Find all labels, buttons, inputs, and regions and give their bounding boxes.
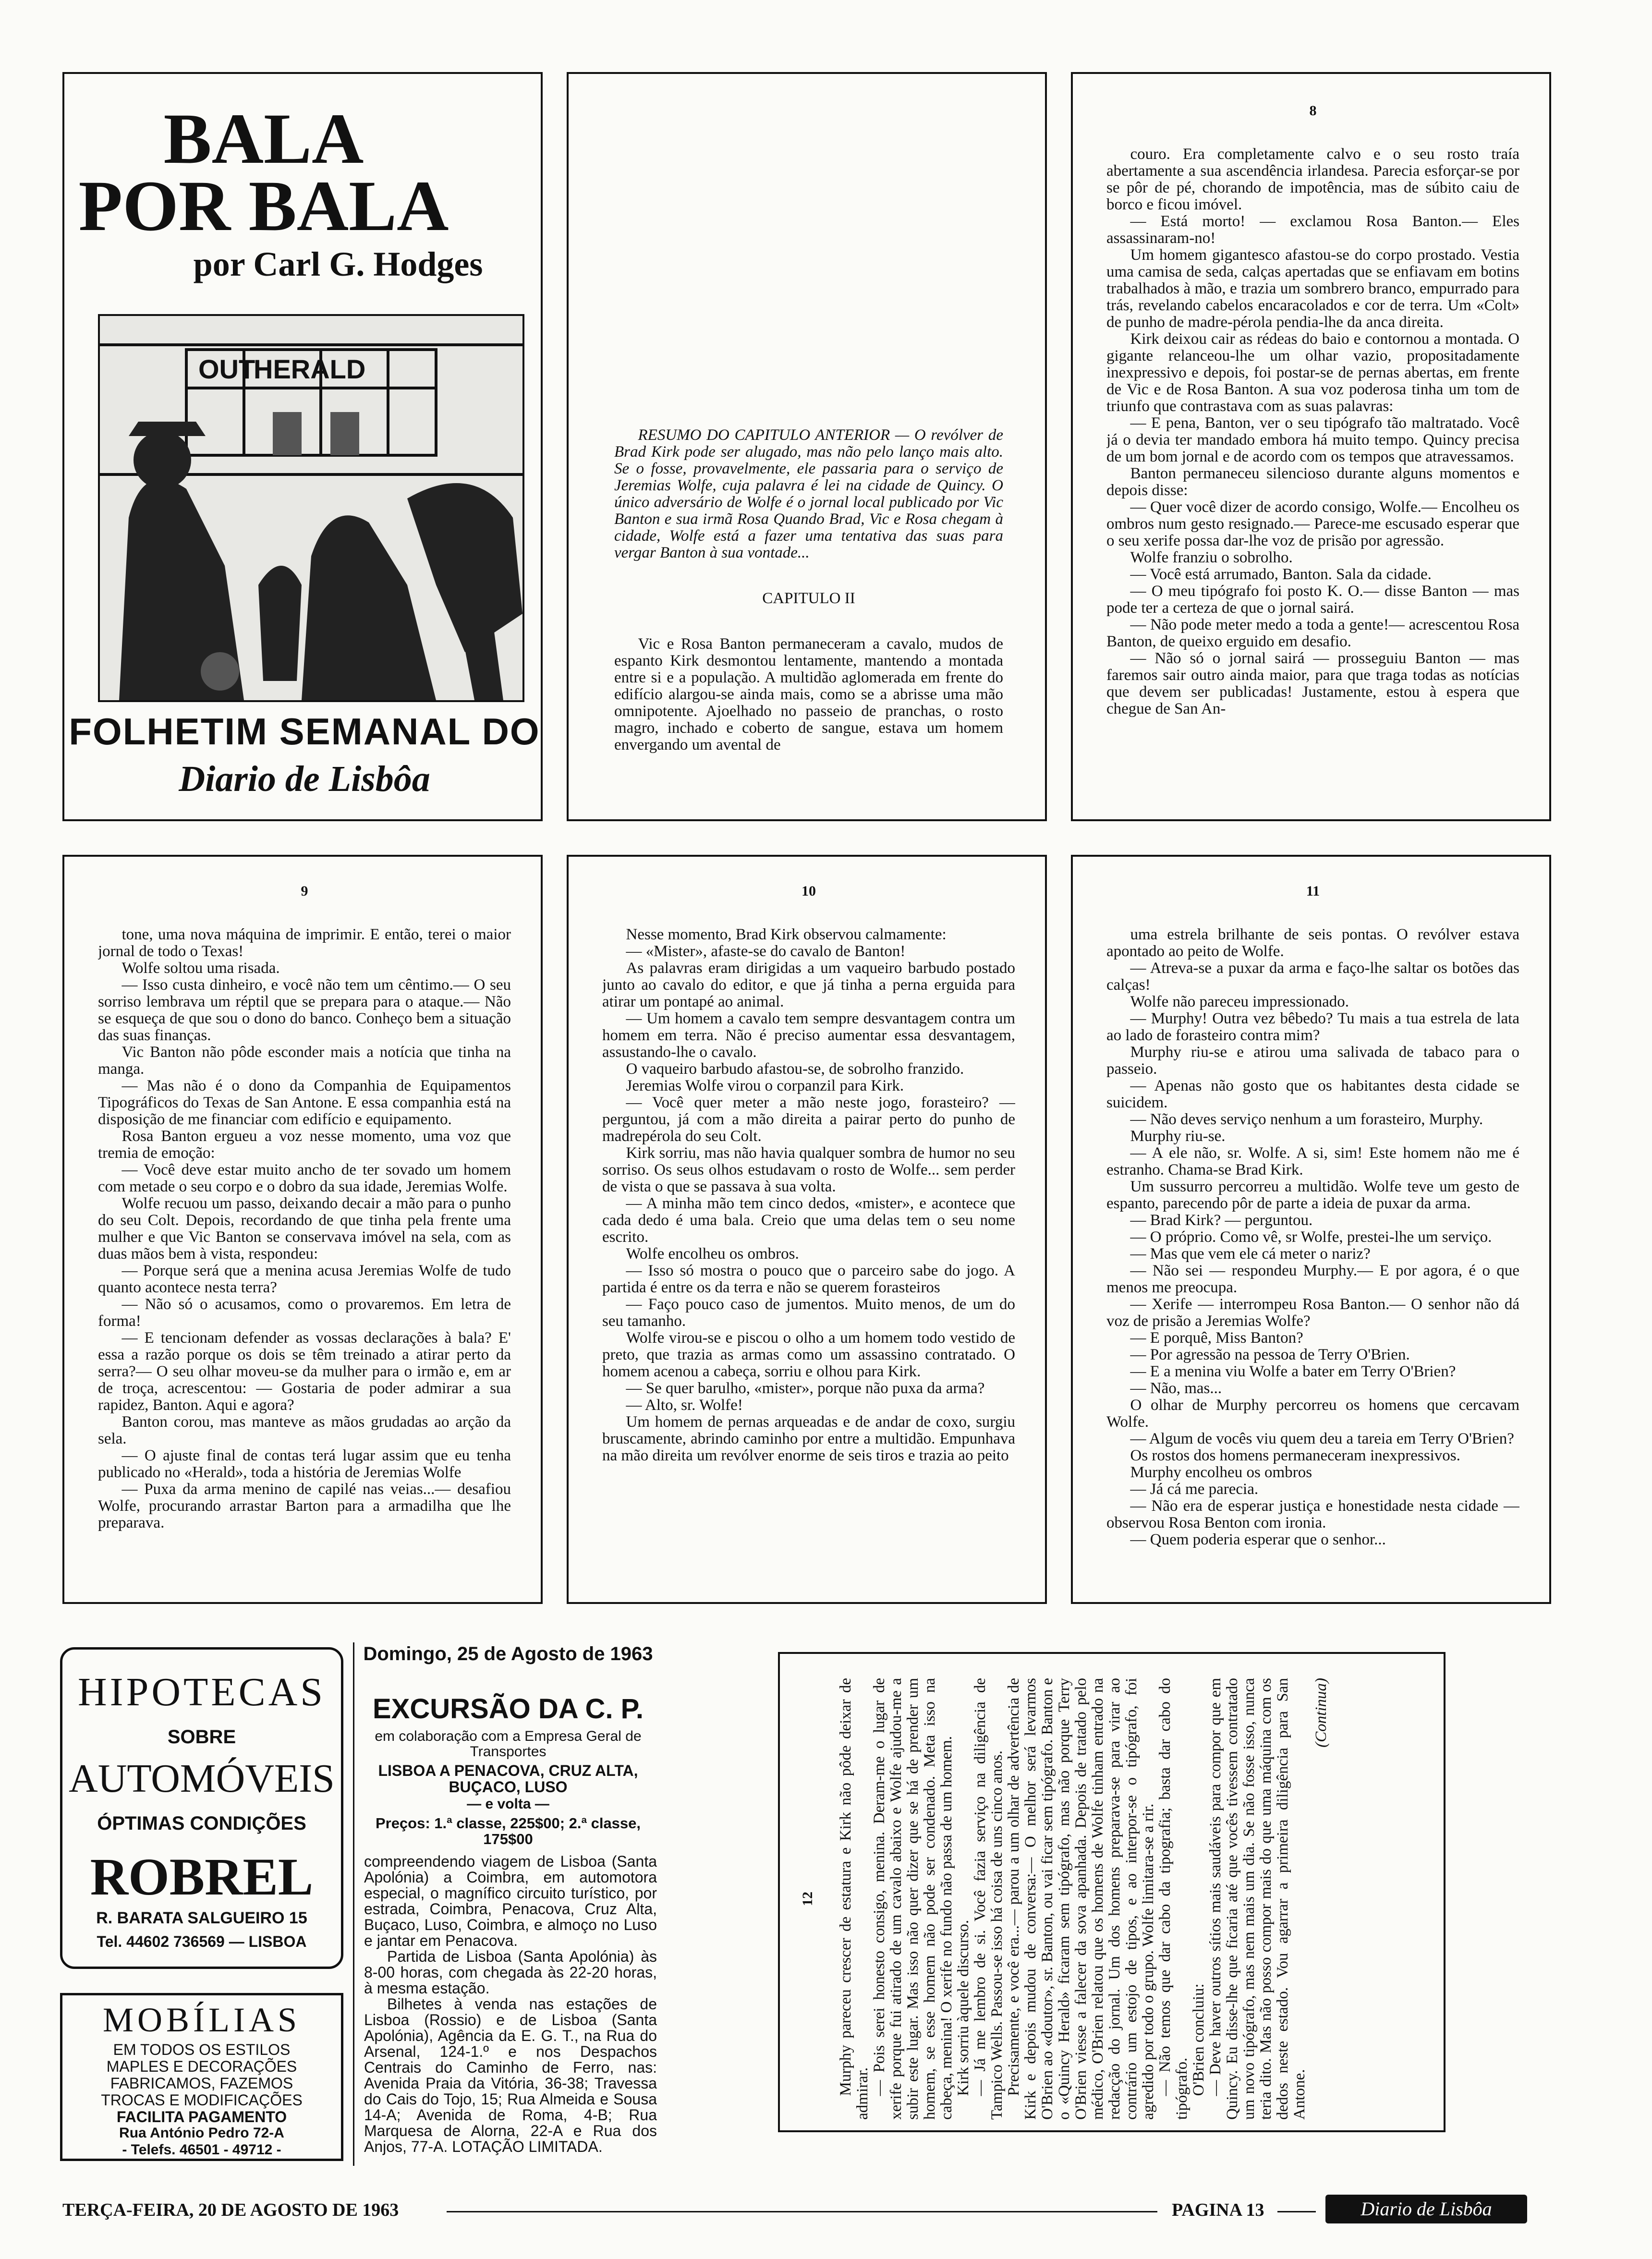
western-scene-illustration xyxy=(100,316,522,700)
p9-para: — Não só o acusamos, como o provaremos. Em letra de forma! xyxy=(98,1296,511,1330)
p12-para: Murphy pareceu crescer de estatura e Kirk não pôde deixar de admirar. xyxy=(837,1678,871,2120)
p11-para: — Murphy! Outra vez bêbedo? Tu mais a tua estrela de lata ao lado de forasteiro contra mim? xyxy=(1106,1010,1519,1044)
excursao-headline: EXCURSÃO DA C. P. xyxy=(373,1693,644,1725)
ad-mobilias-line8: - Telefs. 46501 - 49712 - xyxy=(122,2142,281,2158)
panel-12-number: 12 xyxy=(800,1892,815,1906)
p11-para: — Quem poderia esperar que o senhor... xyxy=(1130,1531,1386,1548)
p9-para: — Você deve estar muito ancho de ter sovado um homem com metade o seu corpo e o dobro da sua idade, Jeremias Wolfe. xyxy=(98,1161,511,1195)
panel-11-text xyxy=(1106,926,1519,1594)
panel-12-rotated xyxy=(799,1678,1423,2120)
p11-para: — Algum de vocês viu quem deu a tareia em Terry O'Brien? xyxy=(1130,1430,1514,1447)
panel-8-mark: 8 xyxy=(1309,103,1317,119)
sign-out: OUT xyxy=(198,354,255,384)
p10-para: Wolfe virou-se e piscou o olho a um homem todo vestido de preto, que trazia as armas como um assassino contratado. O homem acenou a cabeça, sorriu e olhou para Kirk. xyxy=(602,1329,1015,1380)
ad-mobilias-line6: FACILITA PAGAMENTO xyxy=(116,2108,287,2125)
p9-para: Vic Banton não pôde esconder mais a notícia que tinha na manga. xyxy=(98,1044,511,1078)
panel-8-text xyxy=(1106,146,1519,814)
p12-para: Precisamente, e você era...— parou a um olhar de advertência de Kirk e depois mudou de conversa:— O melhor será levarmos O'Brien ao «doutor», sr. Banton, ou vai ficar sem tipógrafo. Banton e o «Quincy Herald» ficaram sem tipógrafo, mas não porque Terry O'Brien viesse a falecer da sova apanhada. Depois de tratado pelo médico, O'Brien relatou que os homens de Wolfe tinham entrado na redacção do jornal. Um dos homens preparava-se para virar ao contrário um estojo de tipos, e ao interpor-se o tipógrafo, foi agredido por todo o grupo. Wolfe limitara-se a rir. xyxy=(1005,1678,1157,2120)
ad-hipotecas-line4: ÓPTIMAS CONDIÇÕES xyxy=(97,1813,306,1834)
panel-title xyxy=(62,72,543,821)
p10-para: O vaqueiro barbudo afastou-se, de sobrolho franzido. xyxy=(626,1060,964,1078)
p11-para: — Já cá me parecia. xyxy=(1130,1481,1259,1498)
p9-para: Wolfe recuou um passo, deixando decair a mão para o punho do seu Colt. Depois, recordando de que tinha pela frente uma mulher e que Vic Banton se conservava imóvel na sela, com as duas mãos bem à vista, respondeu: xyxy=(98,1195,511,1263)
p11-para: — Não sei — respondeu Murphy.— E por agora, é o que menos me preocupa. xyxy=(1106,1262,1519,1296)
ad-mobilias-line7: Rua António Pedro 72-A xyxy=(119,2125,284,2141)
chapter-summary: RESUMO DO CAPITULO ANTERIOR — O revólver de Brad Kirk pode ser alugado, mas não pelo lanço mais alto. Se o fosse, provavelmente, ele passaria para o serviço de Jeremias Wolfe, cuja palavra é lei na cidade de Quincy. O único adversário de Wolfe é o jornal local publicado por Vic Banton e sua irmã Rosa Quando Brad, Vic e Rosa chegam à cidade, Wolfe está a fazer uma tentativa das suas para vergar Banton à sua vontade... xyxy=(614,427,1003,561)
ad-hipotecas-line5: ROBREL xyxy=(90,1847,314,1906)
p8-para: Um homem gigantesco afastou-se do corpo prostado. Vestia uma camisa de seda, calças apertadas que se enfiavam em botins trabalhados à mão, e trazia um sombrero branco, empurrado para trás, revelando cabelos encaracolados e cor de terra. Um «Colt» de punho de madre-pérola pendia-lhe da anca direita. xyxy=(1106,246,1519,331)
p11-para: — Mas que vem ele cá meter o nariz? xyxy=(1130,1245,1371,1263)
footer-masthead: Diario de Lisbôa xyxy=(1325,2195,1527,2223)
p11-para: — A ele não, sr. Wolfe. A si, sim! Este homem não me é estranho. Chama-se Brad Kirk. xyxy=(1106,1144,1519,1178)
p11-para: — O próprio. Como vê, sr Wolfe, prestei-lhe um serviço. xyxy=(1130,1228,1492,1246)
ad-hipotecas-line6: R. BARATA SALGUEIRO 15 xyxy=(96,1909,307,1927)
p8-para: — Não pode meter medo a toda a gente!— acrescentou Rosa Banton, de queixo erguido em desafio. xyxy=(1106,616,1519,650)
p8-para: — E pena, Banton, ver o seu tipógrafo tão maltratado. Você já o devia ter mandado embora há muito tempo. Quincy precisa de um bom jornal e de acordo com os tempos que atravessamos. xyxy=(1106,414,1519,465)
panel-11 xyxy=(1071,855,1551,1604)
p8-para: Banton permaneceu silencioso durante alguns momentos e depois disse: xyxy=(1106,465,1519,499)
p11-para: — Não deves serviço nenhum a um forasteiro, Murphy. xyxy=(1130,1111,1483,1128)
paper-name: Diario de Lisbôa xyxy=(179,759,430,799)
panel-10 xyxy=(567,855,1047,1604)
ad-hipotecas xyxy=(60,1647,343,1969)
p11-para: Os rostos dos homens permaneceram inexpressivos. xyxy=(1130,1447,1460,1464)
p10-para: — Um homem a cavalo tem sempre desvantagem contra um homem em terra. Não é preciso aumentar essa desvantagem, assustando-lhe o cavalo. xyxy=(602,1010,1015,1061)
footer-page: PAGINA 13 xyxy=(1172,2200,1264,2220)
p9-para: — Porque será que a menina acusa Jeremias Wolfe de tudo quanto acontece nesta terra? xyxy=(98,1262,511,1296)
ad-mobilias xyxy=(60,1993,343,2161)
footer-rule-left xyxy=(447,2211,1157,2212)
p9-para: tone, uma nova máquina de imprimir. E então, terei o maior jornal de todo o Texas! xyxy=(98,926,511,960)
p11-para: — Não era de esperar justiça e honestidade nesta cidade — observou Rosa Benton com ironia. xyxy=(1106,1497,1519,1531)
p11-para: Murphy riu-se. xyxy=(1130,1128,1226,1145)
p11-para: — Apenas não gosto que os habitantes desta cidade se suicidem. xyxy=(1106,1077,1519,1111)
p9-para: — O ajuste final de contas terá lugar assim que eu tenha publicado no «Herald», toda a história de Jeremias Wolfe xyxy=(98,1447,511,1481)
p9-para: — Mas não é o dono da Companhia de Equipamentos Tipográficos do Texas de San Antone. E essa companhia está na disposição de me financiar com edifício e equipamento. xyxy=(98,1077,511,1128)
p9-para: Rosa Banton ergueu a voz nesse momento, uma voz que tremia de emoção: xyxy=(98,1128,511,1162)
excursao-route: LISBOA A PENACOVA, CRUZ ALTA, BUÇACO, LUSO xyxy=(378,1762,638,1796)
p10-para: — Alto, sr. Wolfe! xyxy=(626,1397,743,1414)
p10-para: Um homem de pernas arqueadas e de andar de coxo, surgiu bruscamente, abrindo caminho por entre a multidão. Empunhava na mão direita um revólver enorme de seis tiros e trazia ao peito xyxy=(602,1413,1015,1464)
panel-11-number: 11 xyxy=(1306,883,1320,899)
p8-para: — Está morto! — exclamou Rosa Banton.— Eles assassinaram-no! xyxy=(1106,213,1519,247)
p9-para: Wolfe soltou uma risada. xyxy=(121,959,280,977)
excursao-body-2: Partida de Lisboa (Santa Apolónia) às 8-00 horas, com chegada às 22-20 horas, à mesma estação. xyxy=(364,1948,657,1997)
title-line1: BALA xyxy=(163,99,364,179)
p11-para: Murphy riu-se e atirou uma salivada de tabaco para o passeio. xyxy=(1106,1044,1519,1078)
p9-para: Banton corou, mas manteve as mãos grudadas ao arção da sela. xyxy=(98,1413,511,1447)
p11-para: O olhar de Murphy percorreu os homens que cercavam Wolfe. xyxy=(1106,1397,1519,1431)
ad-hipotecas-line1: HIPOTECAS xyxy=(77,1670,326,1714)
title-line2: POR BALA xyxy=(78,166,449,246)
chapter-text: Vic e Rosa Banton permaneceram a cavalo, mudos de espanto Kirk desmontou lentamente, mantendo a montada entre si e a população. A multidão aglomerada em frente do edifício alargou-se ainda mais, como se a abrisse uma mão omnipotente. Ajoelhado no passeio de pranchas, o rosto magro, inchado e coberto de sangue, estava um homem envergando um avental de xyxy=(614,635,1003,753)
p8-para: — Quer você dizer de acordo consigo, Wolfe.— Encolheu os ombros num gesto resignado.— Parece-me escusado esperar que o seu xerife possa dar-lhe voz de prisão por agressão. xyxy=(1106,498,1519,549)
p10-para: — Faço pouco caso de jumentos. Muito menos, de um do seu tamanho. xyxy=(602,1296,1015,1330)
author: por Carl G. Hodges xyxy=(193,245,483,283)
continua-label: (Continua) xyxy=(1312,1678,1330,1748)
chapter-heading: CAPITULO II xyxy=(762,590,855,607)
ad-hipotecas-line2: SOBRE xyxy=(167,1726,236,1748)
p10-para: Nesse momento, Brad Kirk observou calmamente: xyxy=(626,926,947,943)
p11-para: — E a menina viu Wolfe a bater em Terry O'Brien? xyxy=(1130,1363,1456,1380)
p8-para: Wolfe franziu o sobrolho. xyxy=(1130,549,1293,566)
footer-date: TERÇA-FEIRA, 20 DE AGOSTO DE 1963 xyxy=(62,2200,399,2220)
ad-excursao xyxy=(353,1642,660,2166)
excursao-body-3: Bilhetes à venda nas estações de Lisboa (Rossio) e de Lisboa (Santa Apolónia), Agência da E. G. T., na Rua do Arsenal, 124-1.º e nos Despachos Centrais do Caminho de Ferro, nas: Avenida Praia da Vitória, 36-38; Travessa do Cais do Tojo, 15; Rua Almeida e Sousa 14-A; Avenida de Roma, 4-B; Rua Marquesa de Alorna, 22-A e Rua dos Anjos, 77-A. LOTAÇÃO LIMITADA. xyxy=(364,1995,657,2155)
sign-herald: HERALD xyxy=(254,354,366,384)
p11-para: — Atreva-se a puxar da arma e faço-lhe saltar os botões das calças! xyxy=(1106,959,1519,994)
excursao-prices: Preços: 1.ª classe, 225$00; 2.ª classe, 175$00 xyxy=(375,1815,641,1847)
excursao-body xyxy=(364,1854,657,2161)
ad-mobilias-line2: EM TODOS OS ESTILOS xyxy=(113,2041,291,2058)
ad-mobilias-line4: FABRICAMOS, FAZEMOS xyxy=(110,2075,293,2092)
panel-summary-text xyxy=(614,427,1003,811)
panel-8 xyxy=(1071,72,1551,821)
p11-para: Um sussurro percorreu a multidão. Wolfe teve um gesto de espanto, parecendo pôr de parte a ideia de puxar da arma. xyxy=(1106,1178,1519,1212)
p12-para: O'Brien concluiu: xyxy=(1190,1983,1207,2096)
ad-mobilias-line3: MAPLES E DECORAÇÕES xyxy=(106,2058,297,2075)
ad-mobilias-line1: MOBÍLIAS xyxy=(102,2001,301,2039)
p8-para: — O meu tipógrafo foi posto K. O.— disse Banton — mas pode ter a certeza de que o jornal sairá. xyxy=(1106,583,1519,617)
series-label: FOLHETIM SEMANAL DO xyxy=(69,710,540,753)
ad-hipotecas-line3: AUTOMÓVEIS xyxy=(69,1756,335,1801)
panel-summary xyxy=(567,72,1047,821)
footer-rule-right xyxy=(1277,2211,1316,2212)
p11-para: — E porquê, Miss Banton? xyxy=(1130,1329,1303,1347)
ad-hipotecas-line7: Tel. 44602 736569 — LISBOA xyxy=(97,1933,307,1950)
illustration xyxy=(98,314,524,702)
p11-para: — Brad Kirk? — perguntou. xyxy=(1130,1212,1313,1229)
p10-para: — A minha mão tem cinco dedos, «mister», e acontece que cada dedo é uma bala. Creio que uma delas tem o seu nome escrito. xyxy=(602,1195,1015,1246)
excursao-date: Domingo, 25 de Agosto de 1963 xyxy=(363,1643,653,1664)
p8-para: couro. Era completamente calvo e o seu rosto traía abertamente a sua ascendência irlandesa. Parecia esforçar-se por se pôr de pé, chorando de impotência, mas de súbito caiu de borco e ficou imóvel. xyxy=(1106,146,1519,213)
p11-para: — Não, mas... xyxy=(1130,1380,1222,1397)
p11-para: Wolfe não pareceu impressionado. xyxy=(1130,993,1349,1010)
panel-10-text xyxy=(602,926,1015,1594)
p10-para: — Isso só mostra o pouco que o parceiro sabe do jogo. A partida é entre os da terra e não se querem forasteiros xyxy=(602,1262,1015,1296)
panel-12 xyxy=(778,1652,1446,2132)
p10-para: — Você quer meter a mão neste jogo, forasteiro? — perguntou, já com a mão direita a pairar perto do punho de madrepérola do seu Colt. xyxy=(602,1094,1015,1145)
p8-para: Kirk deixou cair as rédeas do baio e contornou a montada. O gigante relanceou-lhe um olhar vazio, propositadamente inexpressivo e depois, foi postar-se de pernas abertas, em frente de Vic e de Rosa Banton. A sua voz poderosa tinha um tom de triunfo que contrastava com as suas palavras: xyxy=(1106,330,1519,415)
p12-para: — Deve haver outros sítios mais saudáveis para compor que em Quincy. Eu disse-lhe que ficaria até que vocês tivessem contratado um novo tipógrafo, mas nem mais um dia. Se não fosse isso, nunca teria dito. Mas não posso compor mais do que uma máquina com os dedos neste estado. Vou agarrar a primeira diligência para San Antone. xyxy=(1207,1678,1308,2120)
excursao-sub: em colaboração com a Empresa Geral de Transportes xyxy=(375,1728,642,1760)
p10-para: Jeremias Wolfe virou o corpanzil para Kirk. xyxy=(626,1077,904,1094)
p11-para: — Xerife — interrompeu Rosa Banton.— O senhor não dá voz de prisão a Jeremias Wolfe? xyxy=(1106,1296,1519,1330)
p9-para: — Puxa da arma menino de capilé nas veias...— desafiou Wolfe, procurando arrastar Barton para a armadilha que lhe preparava. xyxy=(98,1481,511,1531)
p10-para: Wolfe encolheu os ombros. xyxy=(626,1245,799,1263)
p10-para: — «Mister», afaste-se do cavalo de Banton! xyxy=(626,943,906,960)
p11-para: — Por agressão na pessoa de Terry O'Brien. xyxy=(1130,1346,1410,1363)
p12-para: — Não temos que dar cabo da tipografia; basta dar cabo do tipógrafo. xyxy=(1156,1678,1190,2120)
p11-para: Murphy encolheu os ombros xyxy=(1130,1464,1312,1481)
excursao-volta: — e volta — xyxy=(467,1796,549,1812)
panel-9 xyxy=(62,855,543,1604)
panel-10-number: 10 xyxy=(802,883,816,899)
panel-9-text xyxy=(98,926,511,1594)
p10-para: Kirk sorriu, mas não havia qualquer sombra de humor no seu sorriso. Os seus olhos estudavam o rosto de Wolfe... sem perder de vista o que se passava à sua volta. xyxy=(602,1144,1015,1195)
p10-para: As palavras eram dirigidas a um vaqueiro barbudo postado junto ao cavalo do editor, e que já tinha a perna erguida para atirar um pontapé ao animal. xyxy=(602,959,1015,1010)
panel-9-number: 9 xyxy=(301,883,308,899)
p12-para: Kirk sorriu àquele discurso. xyxy=(955,1919,972,2096)
ad-mobilias-line5: TROCAS E MODIFICAÇÕES xyxy=(101,2091,303,2109)
p12-para: — Pois serei honesto consigo, menina. Deram-me o lugar de xerife porque fui atirado de um cavalo abaixo e Wolfe ajudou-me a subir este lugar. Mas isso não quer dizer que se há de prender um homem, se esse homem não pode ser condenado. Meta isso na cabeça, menina! O xerife no fundo não passa de um homem. xyxy=(871,1678,955,2120)
p11-para: uma estrela brilhante de seis pontas. O revólver estava apontado ao peito de Wolfe. xyxy=(1106,926,1519,960)
p9-para: — Isso custa dinheiro, e você não tem um cêntimo.— O seu sorriso lembrava um réptil que se prepara para o ataque.— Não se esqueça de que sou o dono do banco. Conheço bem a situação das suas finanças. xyxy=(98,976,511,1044)
p9-para: — E tencionam defender as vossas declarações à bala? E' essa a razão porque os dois se têm treinado a atirar perto da serra?— O seu olhar moveu-se da mulher para o irmão e, em ar de troça, acrescentou: — Gostaria de poder admirar a sua rapidez, Banton. Aqui e agora? xyxy=(98,1329,511,1414)
excursao-body-1: compreendendo viagem de Lisboa (Santa Apolónia) a Coimbra, em automotora especial, o magnífico circuito turístico, por estrada, Coimbra, Penacova, Cruz Alta, Buçaco, Luso, Coimbra, e almoço no Luso e jantar em Penacova. xyxy=(364,1854,657,1949)
p8-para: — Não só o jornal sairá — prosseguiu Banton — mas faremos sair outro ainda maior, para que traga todas as notícias que devem ser publicadas! Justamente, estou à espera que chegue de San An- xyxy=(1106,650,1519,717)
p10-para: — Se quer barulho, «mister», porque não puxa da arma? xyxy=(626,1380,985,1397)
p12-para: — Já me lembro de si. Você fazia serviço na diligência de Tampico Wells. Passou-se isso há coisa de uns cinco anos. xyxy=(972,1678,1006,2120)
p8-para: — Você está arrumado, Banton. Sala da cidade. xyxy=(1130,566,1432,583)
